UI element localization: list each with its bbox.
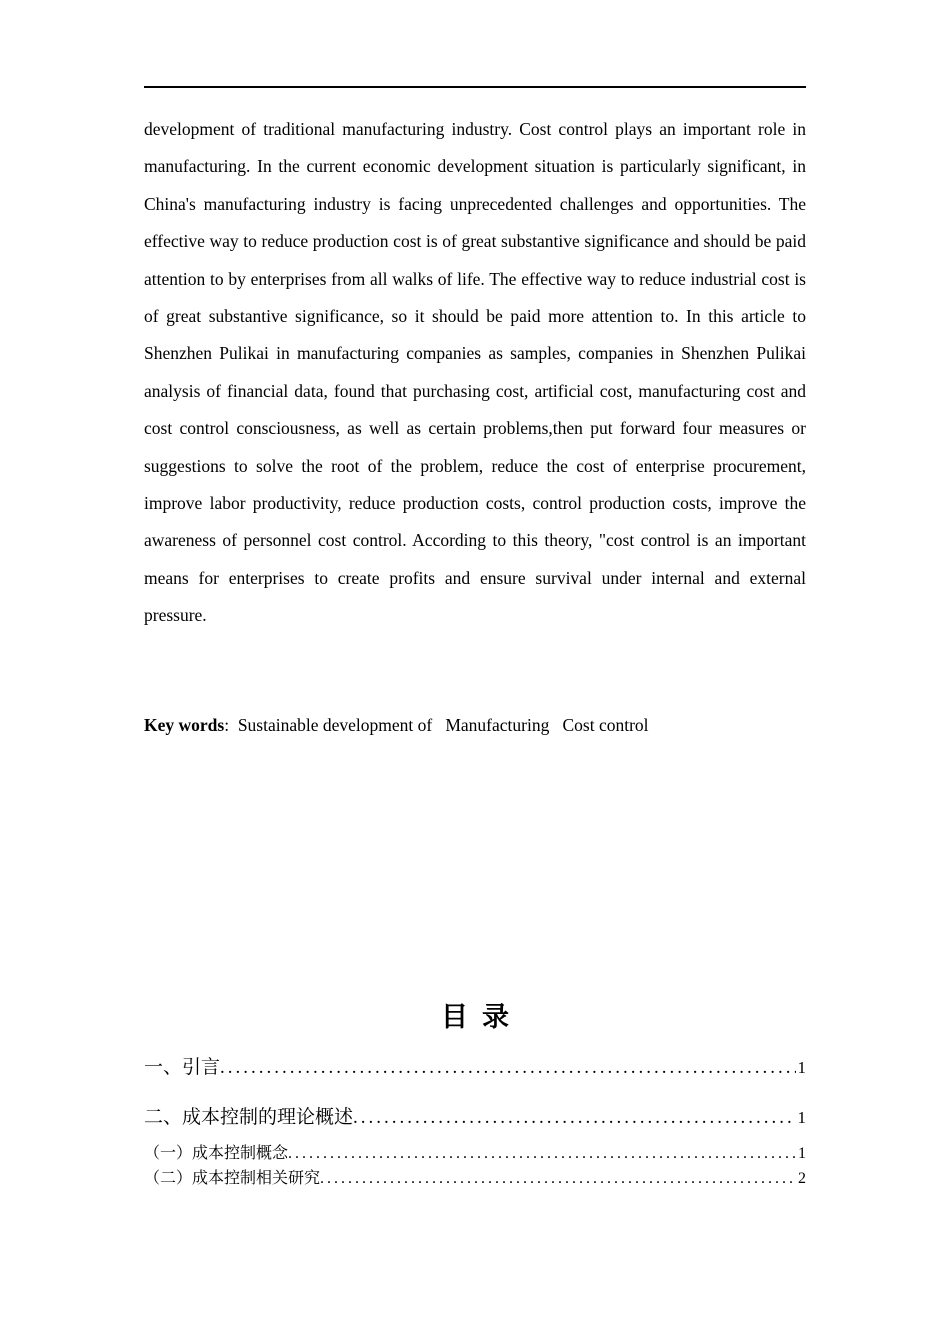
header-rule — [144, 86, 806, 88]
toc-entry-label: 二、成本控制的理论概述 — [144, 1106, 354, 1128]
toc-entry-label: 一、引言 — [144, 1056, 221, 1078]
keywords-line — [144, 708, 806, 742]
toc-entry-theory-overview[interactable] — [144, 1102, 806, 1130]
toc-dot-leader — [288, 1145, 796, 1163]
toc-dot-leader — [353, 1107, 795, 1129]
toc-entry-label: （二）成本控制相关研究 — [144, 1168, 321, 1187]
toc-entry-introduction[interactable] — [144, 1052, 806, 1080]
keyword-item: Sustainable development of — [237, 715, 433, 735]
toc-entry-page: 2 — [798, 1170, 806, 1187]
keyword-item: Cost control — [562, 715, 649, 735]
toc-entry-related-research[interactable] — [144, 1165, 806, 1189]
keyword-item: Manufacturing — [445, 715, 550, 735]
toc-entry-label: （一）成本控制概念 — [144, 1143, 289, 1162]
keywords-separator: : — [224, 715, 230, 735]
toc-entry-page: 1 — [797, 1058, 806, 1077]
toc-entry-page: 1 — [798, 1145, 806, 1162]
keywords-label: Key words — [144, 715, 225, 735]
toc-dot-leader — [220, 1057, 795, 1079]
toc-title: 目录 — [441, 1002, 523, 1033]
abstract-paragraph: development of traditional manufacturing industry. Cost control plays an important role in manufacturing. In the current economic development situation is particularly significant, in China's manufacturing industry is facing unprecedented challenges and opportunities. The effective way to reduce production cost is of great substantive significance and should be paid attention to by enterprises from all walks of life. The effective way to reduce industrial cost is of great substantive significance, so it should be paid more attention to. In this article to Shenzhen Pulikai in manufacturing companies as samples, companies in Shenzhen Pulikai analysis of financial data, found that purchasing cost, artificial cost, manufacturing cost and cost control consciousness, as well as certain problems,then put forward four measures or suggestions to solve the root of the problem, reduce the cost of enterprise procurement, improve labor productivity, reduce production costs, control production costs, improve the awareness of personnel cost control. According to this theory, "cost control is an important means for enterprises to create profits and ensure survival under internal and external pressure. — [144, 119, 806, 626]
toc-entry-page: 1 — [797, 1108, 806, 1127]
toc-entry-cost-control-concept[interactable] — [144, 1140, 806, 1164]
toc-dot-leader — [320, 1170, 796, 1188]
